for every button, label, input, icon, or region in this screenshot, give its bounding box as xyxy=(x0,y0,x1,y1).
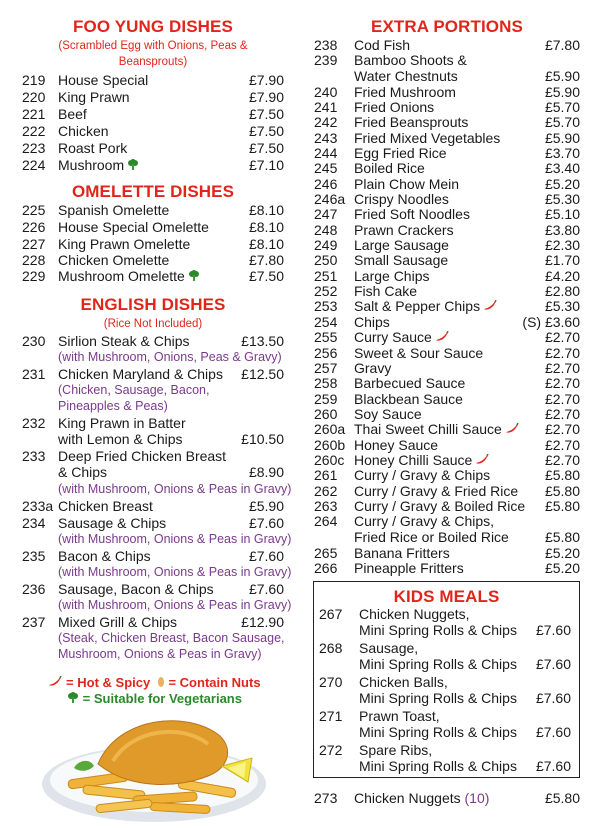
item-name-text: Mushroom xyxy=(58,157,125,173)
foo-yung-subtitle-1: (Scrambled Egg with Onions, Peas & xyxy=(58,40,248,52)
item-name-line-2: Mini Spring Rolls & Chips xyxy=(359,758,517,774)
item-price: £7.50 xyxy=(248,268,284,284)
item-price: £2.70 xyxy=(544,359,580,376)
item-price: £7.80 xyxy=(248,252,284,268)
item-name xyxy=(58,123,109,139)
item-name-line-2: Mini Spring Rolls & Chips xyxy=(359,690,517,706)
item-name-text: Prawn Crackers xyxy=(354,221,454,238)
item-name xyxy=(58,581,214,597)
english-heading: ENGLISH DISHES xyxy=(80,295,226,314)
item-number: 222 xyxy=(22,123,46,139)
item-name-text: Beef xyxy=(58,106,87,122)
legend-hot-text: = Hot & Spicy xyxy=(66,675,151,690)
item-price: £5.20 xyxy=(544,544,580,561)
item-number: 258 xyxy=(314,375,338,392)
item-name-line-2: & Chips xyxy=(58,464,108,480)
item-number: 233 xyxy=(22,448,46,464)
item-name-text: Sirlion Steak & Chips xyxy=(58,333,190,349)
item-number: 227 xyxy=(22,236,46,252)
item-name-text: Chicken Omelette xyxy=(58,252,170,268)
item-name xyxy=(58,268,200,284)
item-name xyxy=(58,415,186,431)
item-price: £5.30 xyxy=(544,298,580,315)
item-number: 262 xyxy=(314,482,338,499)
item-description: (with Mushroom, Onions & Peas in Gravy) xyxy=(58,532,292,546)
item-name xyxy=(58,106,87,122)
item-name-text: Bamboo Shoots & xyxy=(354,52,467,69)
item-price: £7.60 xyxy=(535,622,571,638)
item-name-text: Blackbean Sauce xyxy=(354,390,463,407)
legend-line-1 xyxy=(22,674,284,691)
vegetarian-icon xyxy=(188,270,200,282)
item-name xyxy=(58,202,169,218)
item-number: 252 xyxy=(314,283,338,300)
item-number: 226 xyxy=(22,219,46,235)
item-number: 242 xyxy=(314,114,338,131)
item-number: 272 xyxy=(319,742,343,758)
item-name xyxy=(58,448,226,464)
fish-and-chips-image xyxy=(38,706,270,824)
item-number: 273 xyxy=(314,790,338,806)
item-number: 223 xyxy=(22,140,46,156)
item-price: £5.10 xyxy=(544,206,580,223)
item-description: (Chicken, Sausage, Bacon, xyxy=(58,383,210,397)
item-quantity: (10) xyxy=(464,790,490,806)
item-price: £7.60 xyxy=(248,581,284,597)
item-name xyxy=(58,219,209,235)
item-name-text: King Prawn in Batter xyxy=(58,415,186,431)
item-name-text: Barbecued Sauce xyxy=(354,375,466,392)
item-name xyxy=(58,333,190,349)
item-price: £1.70 xyxy=(544,252,580,269)
item-name-text: Chips xyxy=(354,313,390,330)
item-price: £7.90 xyxy=(248,72,284,88)
item-price: £7.60 xyxy=(535,724,571,740)
item-price: £7.60 xyxy=(535,656,571,672)
item-number: 271 xyxy=(319,708,343,724)
item-price: £2.70 xyxy=(544,421,580,438)
item-number: 246 xyxy=(314,175,338,192)
item-name-text: Fish Cake xyxy=(354,283,418,300)
item-name-text: Bacon & Chips xyxy=(58,548,151,564)
item-name-text: Mixed Grill & Chips xyxy=(58,614,178,630)
item-number: 253 xyxy=(314,298,338,315)
item-number: 261 xyxy=(314,467,338,484)
item-price: £13.50 xyxy=(241,333,284,349)
item-name-text: Fried Mixed Vegetables xyxy=(354,129,501,146)
item-name xyxy=(58,498,153,514)
item-price: £7.10 xyxy=(248,157,284,173)
item-number: 233a xyxy=(22,498,54,514)
item-name-line-2: Mini Spring Rolls & Chips xyxy=(359,656,517,672)
item-number: 260a xyxy=(314,421,346,438)
item-name-text: Chicken Breast xyxy=(58,498,153,514)
item-name-text: Fried Soft Noodles xyxy=(354,206,470,223)
item-number: 231 xyxy=(22,366,46,382)
item-number: 268 xyxy=(319,640,343,656)
item-number: 239 xyxy=(314,52,338,69)
item-price: £5.80 xyxy=(544,482,580,499)
item-name-text: Curry Sauce xyxy=(354,329,432,346)
item-price: £7.50 xyxy=(248,106,284,122)
item-price: £5.80 xyxy=(544,790,580,806)
item-number: 259 xyxy=(314,390,338,407)
item-name-text: Chicken Nuggets xyxy=(354,790,461,806)
item-number: 235 xyxy=(22,548,46,564)
item-number: 238 xyxy=(314,37,338,53)
item-price: £7.60 xyxy=(535,690,571,706)
omelette-heading: OMELETTE DISHES xyxy=(71,182,235,201)
item-number: 228 xyxy=(22,252,46,268)
item-number: 229 xyxy=(22,268,46,284)
item-name-text: Large Sausage xyxy=(354,237,449,254)
item-name-text: Curry / Gravy & Fried Rice xyxy=(354,482,519,499)
item-name-text: Chicken Balls, xyxy=(359,674,448,690)
item-description: (Steak, Chicken Breast, Bacon Sausage, xyxy=(58,631,285,645)
item-number: 220 xyxy=(22,89,46,105)
item-price: £7.50 xyxy=(248,123,284,139)
item-number: 266 xyxy=(314,559,338,576)
item-price: £5.90 xyxy=(544,129,580,146)
item-price: £7.60 xyxy=(248,515,284,531)
item-name-text: Fried Onions xyxy=(354,98,435,115)
item-price: £3.40 xyxy=(544,160,580,177)
item-number: 249 xyxy=(314,237,338,254)
item-number: 257 xyxy=(314,359,338,376)
item-price: £7.90 xyxy=(248,89,284,105)
legend-veg-text: = Suitable for Vegetarians xyxy=(82,691,242,706)
item-price: £5.70 xyxy=(544,114,580,131)
item-name-text: Spanish Omelette xyxy=(58,202,170,218)
item-number: 219 xyxy=(22,72,46,88)
item-number: 264 xyxy=(314,513,338,530)
nut-icon xyxy=(157,676,165,688)
foo-yung-subtitle-2: Beansprouts) xyxy=(118,56,188,68)
item-price: £2.70 xyxy=(544,375,580,392)
item-number: 221 xyxy=(22,106,46,122)
item-name-text: Honey Sauce xyxy=(354,436,439,453)
item-number: 248 xyxy=(314,221,338,238)
item-name-text: Fried Mushroom xyxy=(354,83,456,100)
item-description: (with Mushroom, Onions & Peas in Gravy) xyxy=(58,598,292,612)
item-name-line-2: Water Chestnuts xyxy=(354,68,458,85)
item-name-text: Chicken Maryland & Chips xyxy=(58,366,223,382)
item-number: 260c xyxy=(314,451,345,468)
item-name xyxy=(58,157,139,173)
kids-meals-heading: KIDS MEALS xyxy=(393,587,500,606)
item-number: 244 xyxy=(314,144,338,161)
item-name xyxy=(58,89,130,105)
item-name-text: Small Sausage xyxy=(354,252,449,269)
item-number: 255 xyxy=(314,329,338,346)
item-number: 267 xyxy=(319,606,343,622)
item-name xyxy=(58,515,166,531)
item-price: £8.90 xyxy=(248,464,284,480)
item-name xyxy=(58,366,223,382)
item-price: £2.70 xyxy=(544,390,580,407)
item-description: Pineapples & Peas) xyxy=(58,399,168,413)
extra-portions-heading: EXTRA PORTIONS xyxy=(371,17,523,36)
item-name-text: Chicken xyxy=(58,123,109,139)
item-price: £5.80 xyxy=(544,467,580,484)
item-price: £3.80 xyxy=(544,221,580,238)
item-number: 236 xyxy=(22,581,46,597)
item-price: £5.90 xyxy=(544,68,580,85)
item-name-text: Mushroom Omelette xyxy=(58,268,185,284)
item-name-text: Boiled Rice xyxy=(354,160,425,177)
item-price: £5.20 xyxy=(544,559,580,576)
item-price: £5.30 xyxy=(544,191,580,207)
nuggets-row-wrap xyxy=(314,0,580,828)
item-name-line-2: with Lemon & Chips xyxy=(58,431,183,447)
item-number: 251 xyxy=(314,267,338,284)
item-number: 234 xyxy=(22,515,46,531)
item-name-text: King Prawn xyxy=(58,89,130,105)
item-name-text: Curry / Gravy & Boiled Rice xyxy=(354,498,526,514)
item-number: 245 xyxy=(314,160,338,177)
item-number: 237 xyxy=(22,614,46,630)
item-name-text: Thai Sweet Chilli Sauce xyxy=(354,421,502,438)
item-name-text: Sausage, Bacon & Chips xyxy=(58,581,214,597)
item-price: £10.50 xyxy=(241,431,284,447)
item-price: £5.70 xyxy=(544,98,580,115)
item-description: (with Mushroom, Onions & Peas in Gravy) xyxy=(58,482,292,496)
item-name-text: Banana Fritters xyxy=(354,544,450,561)
item-name-text: Curry / Gravy & Chips, xyxy=(354,513,495,530)
item-number: 247 xyxy=(314,206,338,223)
item-number: 225 xyxy=(22,202,46,218)
item-name-text: Sausage, xyxy=(359,640,419,656)
item-name-text: Soy Sauce xyxy=(354,405,422,422)
item-name xyxy=(58,72,148,88)
item-name-text: King Prawn Omelette xyxy=(58,236,191,252)
item-number: 254 xyxy=(314,313,338,330)
item-description: (with Mushroom, Onions & Peas in Gravy) xyxy=(58,565,292,579)
item-price: £2.30 xyxy=(544,237,580,254)
item-number: 260b xyxy=(314,436,346,453)
legend-line-2 xyxy=(22,690,284,707)
item-name-text: Pineapple Fritters xyxy=(354,559,464,576)
item-name-text: Salt & Pepper Chips xyxy=(354,298,481,315)
item-name-text: Curry / Gravy & Chips xyxy=(354,467,491,484)
item-name xyxy=(58,140,127,156)
vegetarian-icon xyxy=(127,159,139,171)
item-price: £5.90 xyxy=(248,498,284,514)
item-number: 260 xyxy=(314,405,338,422)
item-number: 230 xyxy=(22,333,46,349)
item-price: £7.60 xyxy=(535,758,571,774)
item-price: £5.20 xyxy=(544,175,580,192)
item-number: 263 xyxy=(314,498,338,514)
item-price: £2.80 xyxy=(544,283,580,300)
item-name-line-2: Mini Spring Rolls & Chips xyxy=(359,724,517,740)
item-price: £2.70 xyxy=(544,405,580,422)
item-number: 224 xyxy=(22,157,46,173)
item-price: £5.80 xyxy=(544,498,580,514)
item-name-text: Honey Chilli Sauce xyxy=(354,451,473,468)
item-name-text: House Special xyxy=(58,72,149,88)
item-price: £2.70 xyxy=(544,451,580,468)
item-name-text: Sausage & Chips xyxy=(58,515,167,531)
item-number: 270 xyxy=(319,674,343,690)
vegetarian-icon xyxy=(67,692,79,704)
item-name-line-2: Mini Spring Rolls & Chips xyxy=(359,622,517,638)
item-price: £2.70 xyxy=(544,344,580,361)
item-price: £7.60 xyxy=(248,548,284,564)
item-price: £2.70 xyxy=(544,329,580,346)
item-name-text: Egg Fried Rice xyxy=(354,144,447,161)
item-name-text: Deep Fried Chicken Breast xyxy=(58,448,227,464)
legend-nuts-text: = Contain Nuts xyxy=(168,675,261,690)
chili-icon xyxy=(48,676,62,688)
item-name-text: House Special Omelette xyxy=(58,219,209,235)
item-description: Mushroom, Onions & Peas in Gravy) xyxy=(58,647,262,661)
item-name-text: Spare Ribs, xyxy=(359,742,433,758)
item-number: 246a xyxy=(314,191,346,207)
item-name-line-2: Fried Rice or Boiled Rice xyxy=(354,529,509,546)
item-name-text: Large Chips xyxy=(354,267,430,284)
item-price: £8.10 xyxy=(248,219,284,235)
item-price: £2.70 xyxy=(544,436,580,453)
item-name-text: Cod Fish xyxy=(354,37,411,53)
item-name xyxy=(58,614,177,630)
item-name xyxy=(58,548,151,564)
item-price: £8.10 xyxy=(248,202,284,218)
item-price: £7.80 xyxy=(544,37,580,53)
item-name-text: Roast Pork xyxy=(58,140,128,156)
item-name-text: Crispy Noodles xyxy=(354,191,449,207)
item-description: (with Mushroom, Onions, Peas & Gravy) xyxy=(58,350,282,364)
english-subtitle: (Rice Not Included) xyxy=(103,318,203,330)
item-price: £12.90 xyxy=(241,614,284,630)
item-price: £4.20 xyxy=(544,267,580,284)
item-price: (S) £3.60 xyxy=(522,313,580,330)
item-name xyxy=(354,790,489,806)
item-price: £7.50 xyxy=(248,140,284,156)
item-price: £5.80 xyxy=(544,529,580,546)
item-name-text: Plain Chow Mein xyxy=(354,175,460,192)
item-name-text: Fried Beansprouts xyxy=(354,114,469,131)
item-number: 250 xyxy=(314,252,338,269)
item-price: £8.10 xyxy=(248,236,284,252)
item-number: 265 xyxy=(314,544,338,561)
item-number: 240 xyxy=(314,83,338,100)
item-price: £3.70 xyxy=(544,144,580,161)
item-price: £12.50 xyxy=(241,366,284,382)
item-number: 243 xyxy=(314,129,338,146)
item-name xyxy=(58,252,169,268)
item-number: 256 xyxy=(314,344,338,361)
item-name xyxy=(58,236,190,252)
item-name-text: Chicken Nuggets, xyxy=(359,606,470,622)
item-name-text: Gravy xyxy=(354,359,392,376)
item-number: 241 xyxy=(314,98,338,115)
foo-yung-heading: FOO YUNG DISHES xyxy=(73,17,233,36)
item-number: 232 xyxy=(22,415,46,431)
item-price: £5.90 xyxy=(544,83,580,100)
item-name-text: Prawn Toast, xyxy=(359,708,440,724)
item-name-text: Sweet & Sour Sauce xyxy=(354,344,484,361)
